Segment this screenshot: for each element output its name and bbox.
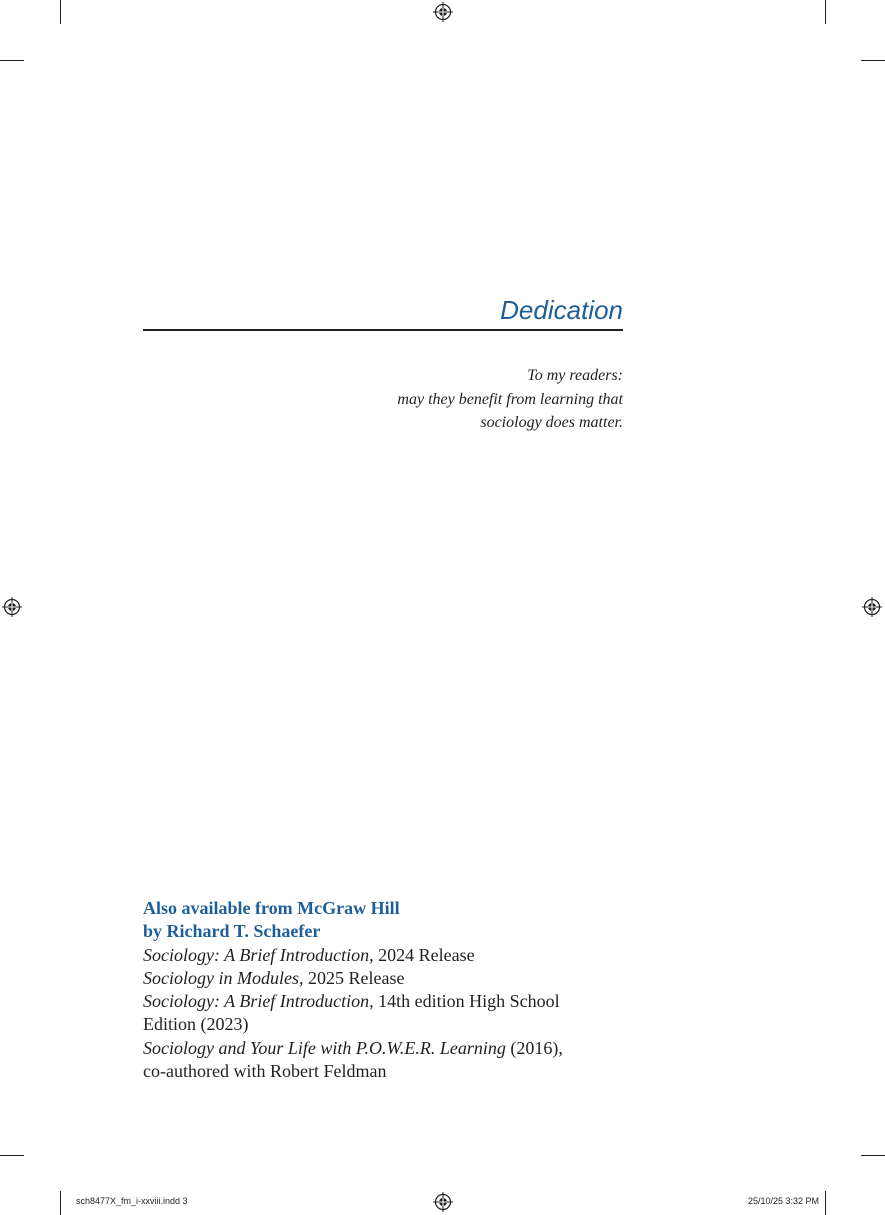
crop-mark-left-top	[0, 60, 24, 61]
book-detail: 14th edition High School	[373, 991, 560, 1012]
book-entry	[143, 1037, 613, 1060]
book-title: Sociology in Modules,	[143, 967, 304, 988]
crop-mark-left-bottom	[0, 1155, 24, 1156]
book-title: Sociology and Your Life with P.O.W.E.R. Learning	[143, 1037, 506, 1058]
book-detail-continued: Edition (2023)	[143, 1014, 249, 1035]
registration-mark-icon	[2, 597, 22, 617]
slug-filename: sch8477X_fm_i-xxviii.indd 3	[76, 1196, 188, 1206]
heading-rule	[143, 329, 623, 331]
book-detail-continued: co-authored with Robert Feldman	[143, 1061, 387, 1082]
crop-mark-top-right	[825, 0, 826, 24]
dedication-text	[300, 364, 623, 435]
dedication-line: To my readers:	[527, 367, 623, 384]
book-title: Sociology: A Brief Introduction,	[143, 944, 374, 965]
book-detail: (2016),	[505, 1037, 563, 1058]
crop-mark-bottom-right	[825, 1191, 826, 1215]
book-detail: 2024 Release	[373, 944, 475, 965]
crop-mark-bottom-left	[60, 1191, 61, 1215]
registration-mark-icon	[862, 597, 882, 617]
dedication-heading: Dedication	[500, 295, 623, 325]
also-available-author: by Richard T. Schaefer	[143, 921, 321, 942]
dedication-line: may they benefit from learning that	[397, 390, 623, 408]
crop-mark-right-top	[861, 60, 885, 61]
slug-timestamp: 25/10/25 3:32 PM	[747, 1196, 819, 1206]
book-entry	[143, 990, 613, 1013]
dedication-line: sociology does matter.	[480, 414, 623, 431]
crop-mark-right-bottom	[861, 1155, 885, 1156]
book-title: Sociology: A Brief Introduction,	[143, 991, 374, 1012]
crop-mark-top-left	[60, 0, 61, 24]
registration-mark-icon	[433, 2, 453, 22]
book-entry	[143, 944, 613, 967]
registration-mark-icon	[433, 1192, 453, 1212]
book-detail: 2025 Release	[303, 967, 405, 988]
also-available-heading: Also available from McGraw Hill	[143, 898, 400, 918]
book-entry	[143, 967, 613, 990]
also-available-section	[143, 897, 613, 1083]
